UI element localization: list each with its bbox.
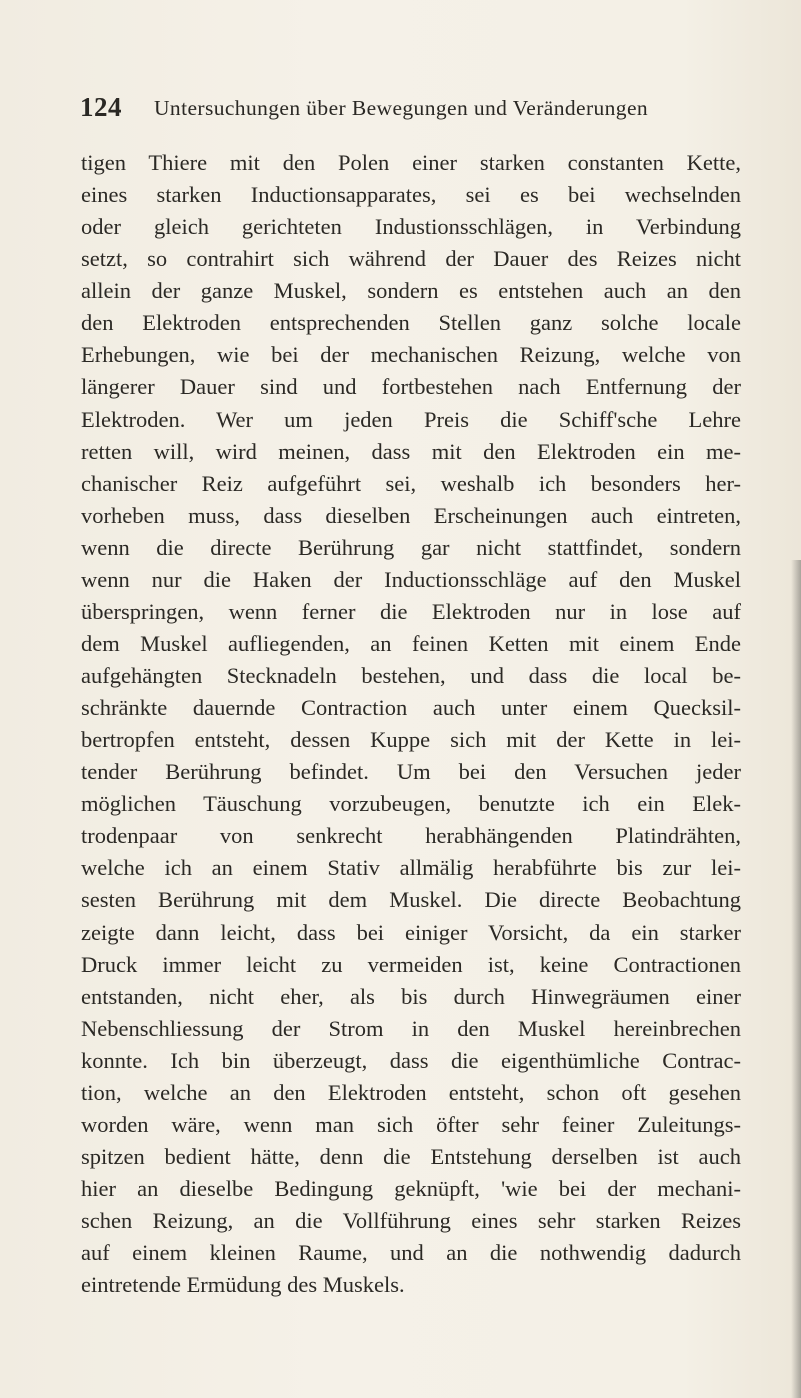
text-line: den Elektroden entsprechenden Stellen ganz solche locale	[81, 310, 741, 336]
text-line: Druck immer leicht zu vermeiden ist, keine Contractionen	[81, 951, 741, 977]
text-line: entstanden, nicht eher, als bis durch Hinwegräumen einer	[81, 983, 741, 1009]
text-line: längerer Dauer sind und fortbestehen nach Entfernung der	[81, 374, 741, 400]
text-line: sesten Berührung mit dem Muskel. Die directe Beobachtung	[81, 887, 741, 913]
text-line: oder gleich gerichteten Industionsschlägen, in Verbindung	[81, 214, 741, 240]
text-line: Elektroden. Wer um jeden Preis die Schiff'sche Lehre	[81, 406, 741, 432]
text-line: möglichen Täuschung vorzubeugen, benutzte ich ein Elek-	[81, 791, 741, 817]
text-line: zeigte dann leicht, dass bei einiger Vorsicht, da ein starker	[81, 919, 741, 945]
running-head: Untersuchungen über Bewegungen und Veränderungen	[154, 96, 649, 120]
text-line: eines starken Inductionsapparates, sei es bei wechselnden	[81, 182, 741, 208]
text-line: wenn die directe Berührung gar nicht stattfindet, sondern	[81, 534, 741, 560]
text-line: welche ich an einem Stativ allmälig herabführte bis zur lei-	[81, 855, 741, 881]
text-line: tender Berührung befindet. Um bei den Versuchen jeder	[81, 759, 741, 785]
text-line-last: eintretende Ermüdung des Muskels.	[81, 1272, 405, 1298]
page-header	[80, 92, 740, 132]
text-line: tion, welche an den Elektroden entsteht, schon oft gesehen	[81, 1079, 741, 1105]
page-number: 124	[80, 92, 122, 122]
text-line: wenn nur die Haken der Inductionsschläge auf den Muskel	[81, 566, 741, 592]
text-line: dem Muskel aufliegenden, an feinen Ketten mit einem Ende	[81, 630, 741, 656]
text-line: spitzen bedient hätte, denn die Entstehung derselben ist auch	[81, 1143, 741, 1169]
text-line: schen Reizung, an die Vollführung eines sehr starken Reizes	[81, 1208, 741, 1234]
text-line: bertropfen entsteht, dessen Kuppe sich mit der Kette in lei-	[81, 727, 741, 753]
text-line: Nebenschliessung der Strom in den Muskel hereinbrechen	[81, 1015, 741, 1041]
text-line: vorheben muss, dass dieselben Erscheinungen auch eintreten,	[81, 502, 741, 528]
text-line: tigen Thiere mit den Polen einer starken constanten Kette,	[81, 150, 741, 175]
text-line: aufgehängten Stecknadeln bestehen, und dass die local be-	[81, 663, 741, 688]
text-line: Erhebungen, wie bei der mechanischen Reizung, welche von	[81, 342, 741, 368]
text-line: setzt, so contrahirt sich während der Dauer des Reizes nicht	[81, 246, 741, 272]
text-line: chanischer Reiz aufgeführt sei, weshalb ich besonders her-	[81, 470, 741, 496]
text-line: konnte. Ich bin überzeugt, dass die eigenthümliche Contrac-	[81, 1047, 741, 1073]
text-line: allein der ganze Muskel, sondern es entstehen auch an den	[81, 278, 741, 304]
text-line: retten will, wird meinen, dass mit den Elektroden ein me-	[81, 438, 741, 464]
text-line: überspringen, wenn ferner die Elektroden nur in lose auf	[81, 598, 741, 624]
text-line: schränkte dauernde Contraction auch unter einem Quecksil-	[81, 695, 741, 721]
text-line: hier an dieselbe Bedingung geknüpft, 'wie bei der mechani-	[81, 1176, 741, 1201]
body-paragraph	[81, 147, 741, 1301]
text-line: worden wäre, wenn man sich öfter sehr feiner Zuleitungs-	[81, 1111, 741, 1137]
page-edge-shadow	[791, 560, 801, 1398]
text-line: trodenpaar von senkrecht herabhängenden Platindrähten,	[81, 823, 741, 849]
text-line: auf einem kleinen Raume, und an die nothwendig dadurch	[81, 1240, 741, 1266]
